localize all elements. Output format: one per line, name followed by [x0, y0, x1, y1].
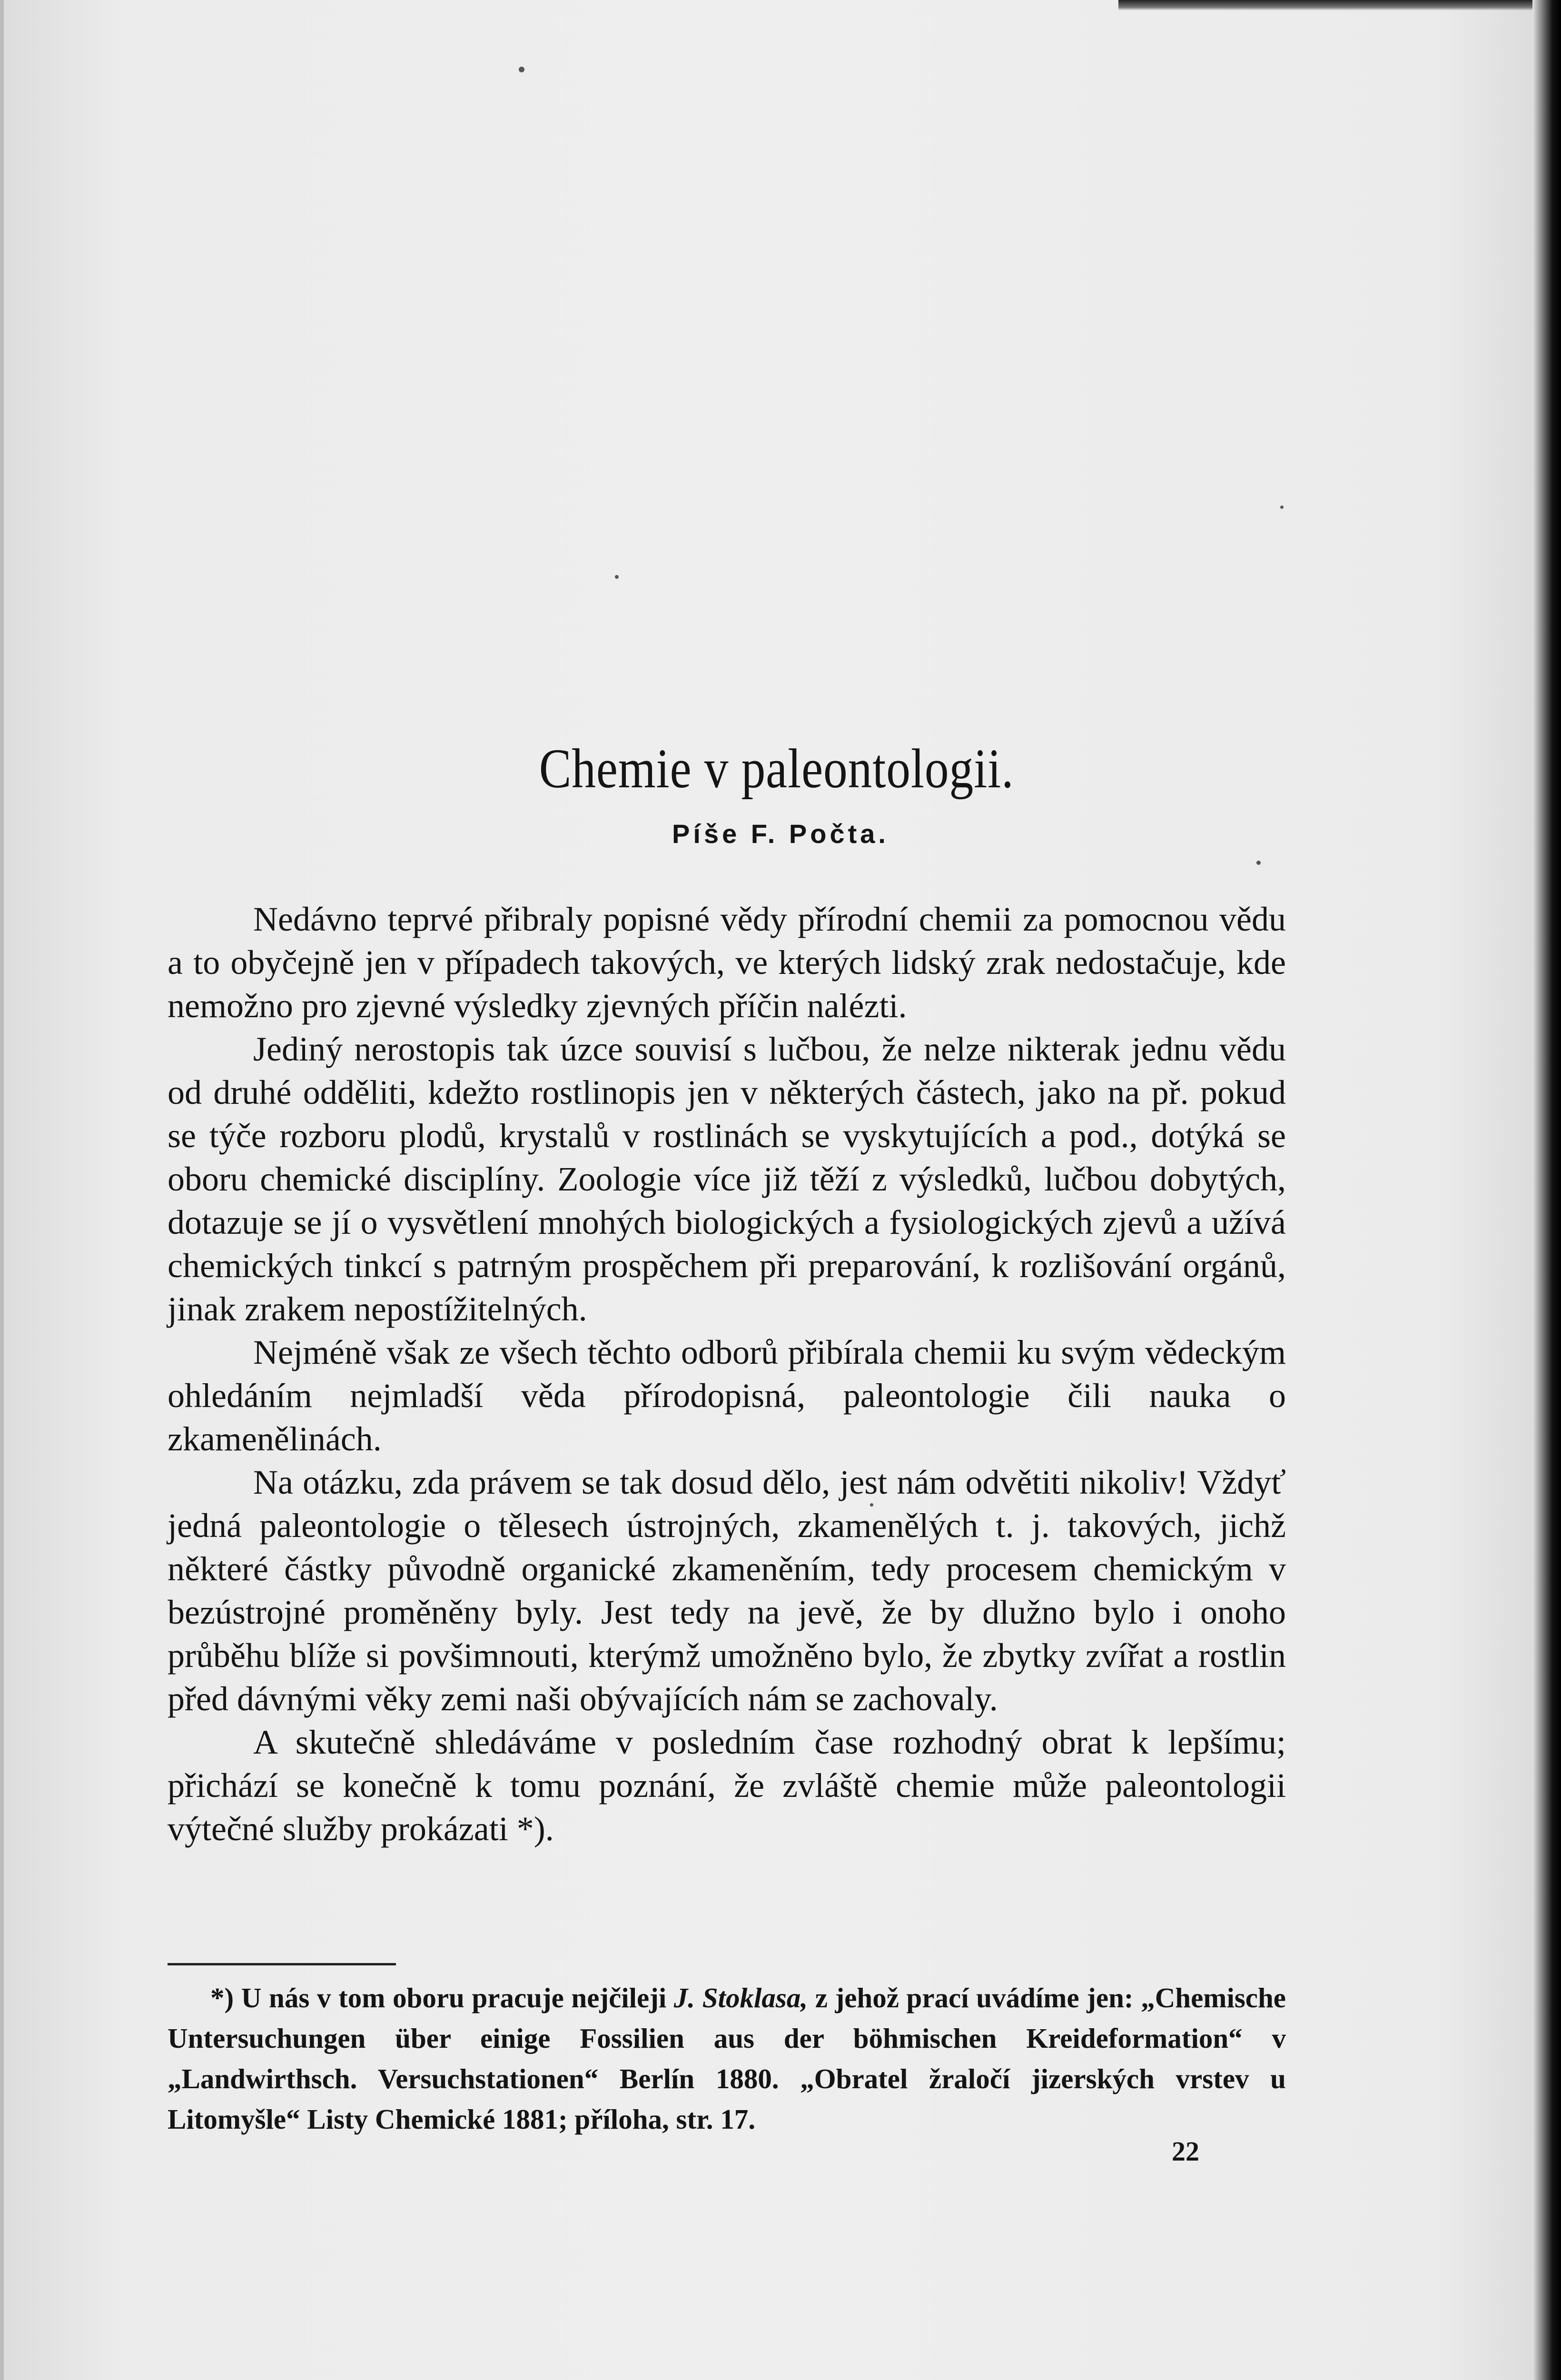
page-right-edge-shadow: [1532, 0, 1561, 2380]
page-top-edge-shadow: [1118, 0, 1561, 10]
paragraph: Jediný nerostopis tak úzce souvisí s lučbou, že nelze nikterak jednu vědu od druhé odděliti, kdežto rostlinopis jen v některých částech, jako na př. pokud se týče rozboru plodů, krystalů v rostlinách se vyskytujících a pod., dotýká se oboru chemické disciplíny. Zoologie více již těží z výsledků, lučbou dobytých, dotazuje se jí o vysvětlení mnohých biologických a fysiologických zjevů a užívá chemických tinkcí s patrným prospěchem při preparování, k rozlišování orgánů, jinak zrakem nepostížitelných.: [168, 1030, 1286, 1328]
footnote-text: z jehož prací uvádíme jen: „Chemische Untersuchungen über einige Fossilien aus der böhmischen Kreideformation“ v „Landwirthsch. Versuchstationen“ Berlín 1880. „Obratel žraločí jizerských vrstev u Litomyšle“ Listy Chemické 1881; příloha, str. 17.: [168, 1982, 1286, 2135]
footnote-lead: *) U nás v tom oboru pracuje nejčileji: [210, 1982, 667, 2013]
speck: [519, 67, 524, 72]
paragraph: A skutečně shledáváme v posledním čase rozhodný obrat k lepšímu; přichází se konečně k tomu poznání, že zvláště chemie může paleontologii výtečné služby prokázati *).: [168, 1723, 1286, 1848]
speck: [615, 575, 619, 579]
speck: [1280, 506, 1284, 509]
speck: [1256, 861, 1261, 865]
article-author: Píše F. Počta.: [672, 819, 889, 849]
paragraph: Nejméně však ze všech těchto odborů přibírala chemii ku svým vědeckým ohledáním nejmladší věda přírodopisná, paleontologie čili nauka o zkamenělinách.: [168, 1333, 1286, 1458]
footnote: [168, 1978, 1286, 2140]
article-body: [168, 898, 1286, 1851]
article-title: Chemie v paleontologii.: [539, 737, 1014, 800]
paragraph: Nedávno teprvé přibraly popisné vědy přírodní chemii za pomocnou vědu a to obyčejně jen v případech takových, ve kterých lidský zrak nedostačuje, kde nemožno pro zjevné výsledky zjevných příčin nalézti.: [168, 900, 1286, 1025]
page-number: 22: [1172, 2136, 1199, 2167]
paragraph: Na otázku, zda právem se tak dosud dělo, jest nám odvětiti nikoliv! Vždyť jedná paleontologie o tělesech ústrojných, zkamenělých t. j. takových, jichž některé částky původně organické zkameněním, tedy procesem chemickým v bezústrojné proměněny byly. Jest tedy na jevě, že by dlužno bylo i onoho průběhu blíže si povšimnouti, kterýmž umožněno bylo, že zbytky zvířat a rostlin před dávnými věky zemi naši obývajících nám se zachovaly.: [168, 1463, 1286, 1718]
footnote-cited-author: J. Stoklasa,: [673, 1982, 808, 2013]
page-left-edge: [0, 0, 4, 2380]
footnote-divider: [168, 1963, 396, 1965]
